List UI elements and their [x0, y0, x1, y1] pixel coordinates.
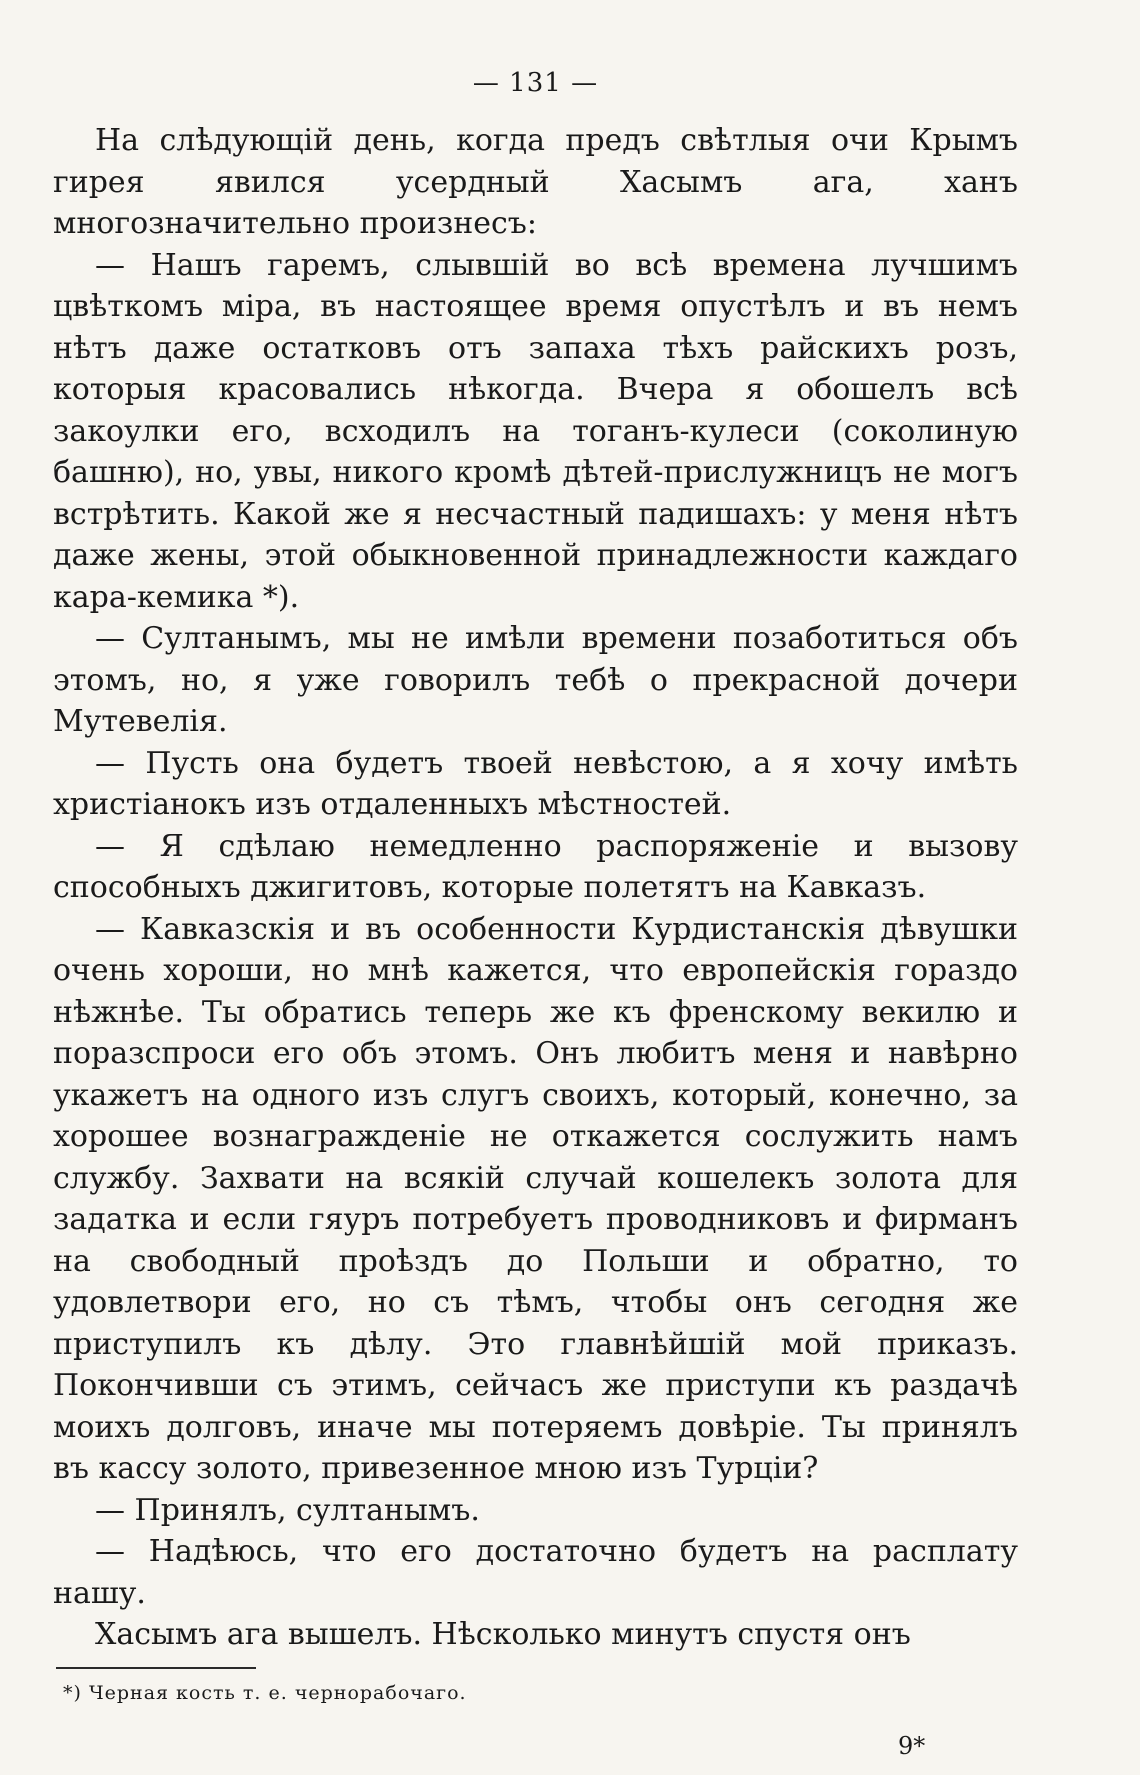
paragraph: На слѣдующій день, когда предъ свѣтлыя очи Крымъ гирея явился усердный Хасымъ ага, ханъ многозначительно произнесъ:	[53, 123, 1018, 241]
signature-mark: 9*	[898, 1732, 926, 1760]
paragraph: — Я сдѣлаю немедленно распоряженіе и вызову способныхъ джигитовъ, которые полетятъ на Кавказъ.	[53, 828, 1018, 905]
body-text	[53, 120, 1018, 1656]
book-page	[53, 0, 1018, 1775]
paragraph: — Кавказскія и въ особенности Курдистанскія дѣвушки очень хороши, но мнѣ кажется, что европейскія гораздо нѣжнѣе. Ты обратись теперь же къ френскому векилю и поразспроси его объ этомъ. Онъ любитъ меня и навѣрно укажетъ на одного изъ слугъ своихъ, который, конечно, за хорошее вознагражденіе не откажется сослужить намъ службу. Захвати на всякій случай кошелекъ золота для задатка и если гяуръ потребуетъ проводниковъ и фирманъ на свободный проѣздъ до Польши и обратно, то удовлетвори его, но съ тѣмъ, чтобы онъ сегодня же приступилъ къ дѣлу. Это главнѣйшій мой приказъ. Покончивши съ этимъ, сейчасъ же приступи къ раздачѣ моихъ долговъ, иначе мы потеряемъ довѣріе. Ты принялъ въ кассу золото, привезенное мною изъ Турціи?	[53, 911, 1018, 1486]
footnote-divider	[56, 1667, 256, 1669]
paragraph: — Пусть она будетъ твоей невѣстою, а я хочу имѣть христіанокъ изъ отдаленныхъ мѣстностей.	[53, 745, 1018, 822]
page-number: — 131 —	[472, 68, 599, 98]
paragraph: — Надѣюсь, что его достаточно будетъ на расплату нашу.	[53, 1534, 1018, 1611]
paragraph: — Принялъ, султанымъ.	[95, 1492, 480, 1528]
footnote: *) Черная кость т. е. чернорабочаго.	[63, 1682, 467, 1704]
paragraph: — Султанымъ, мы не имѣли времени позаботиться объ этомъ, но, я уже говорилъ тебѣ о прекрасной дочери Мутевелія.	[53, 621, 1018, 739]
paragraph: — Нашъ гаремъ, слывшій во всѣ времена лучшимъ цвѣткомъ міра, въ настоящее время опустѣлъ и въ немъ нѣтъ даже остатковъ отъ запаха тѣхъ райскихъ розъ, которыя красовались нѣкогда. Вчера я обошелъ всѣ закоулки его, всходилъ на тоганъ-кулеси (соколиную башню), но, увы, никого кромѣ дѣтей-прислужницъ не могъ встрѣтить. Какой же я несчастный падишахъ: у меня нѣтъ даже жены, этой обыкновенной принадлежности каждаго кара-кемика *).	[53, 247, 1018, 615]
paragraph: Хасымъ ага вышелъ. Нѣсколько минутъ спустя онъ	[95, 1617, 911, 1652]
